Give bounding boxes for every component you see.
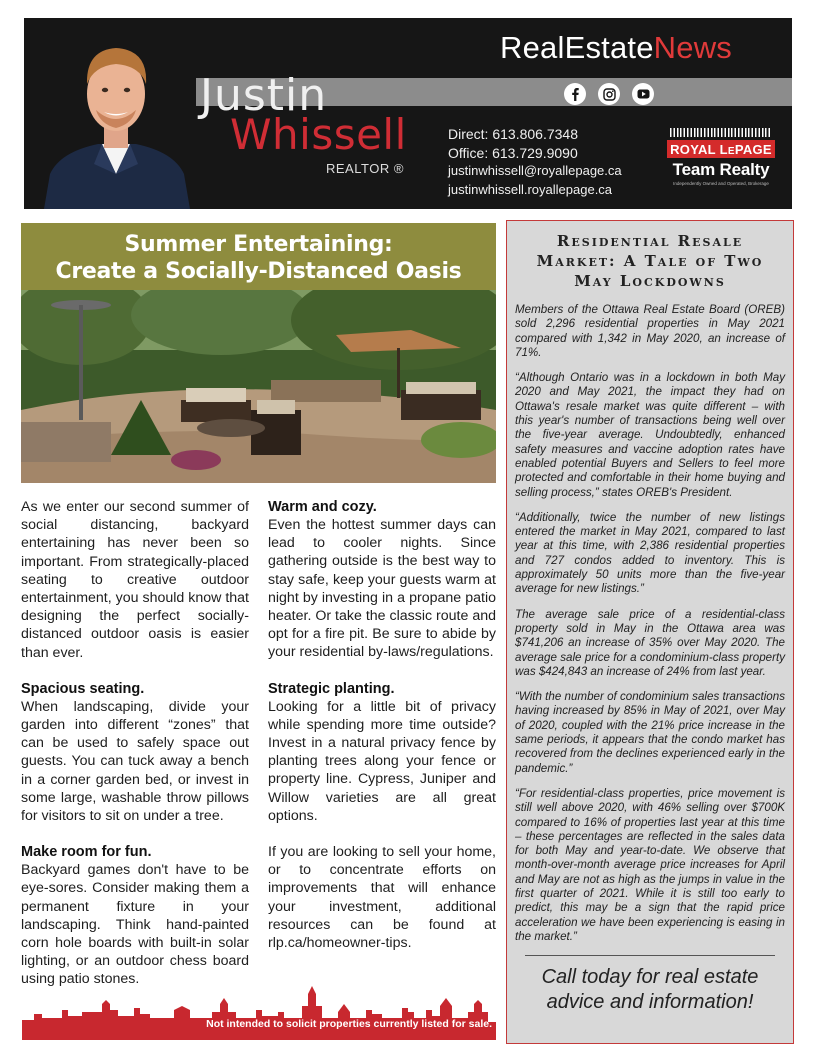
section-text: Even the hottest summer days can lead to cooler nights. Since gathering outside is the best way to stay safe, keep your guests warm at night by investing in a propane patio heater. Or take the classic route and opt for a fire pit. Be sure to abide by your residential by-laws/regulations. bbox=[268, 517, 496, 661]
sidebar-divider bbox=[525, 955, 775, 956]
social-links bbox=[564, 83, 654, 105]
direct-phone[interactable]: Direct: 613.806.7348 bbox=[448, 126, 578, 142]
brokerage-logo bbox=[667, 128, 775, 200]
section-heading: Warm and cozy. bbox=[268, 499, 377, 515]
sidebar-body bbox=[507, 303, 793, 944]
facebook-icon[interactable] bbox=[564, 83, 586, 105]
article-column-right bbox=[268, 498, 496, 952]
youtube-icon[interactable] bbox=[632, 83, 654, 105]
instagram-icon[interactable] bbox=[598, 83, 620, 105]
sidebar-title: Residential Resale Market: A Tale of Two May Lockdowns bbox=[536, 232, 764, 290]
sidebar-paragraph: “Although Ontario was in a lockdown in both May 2020 and May 2021, the impact they had on Ottawa's resale market was quite different – with this year's number of transactions being well over the five-year average. Undoubtedly, enhanced safety measures and vaccine adoption rates have enabled potential Buyers and Sellers to feel more protected and comfortable in their home buying and selling process,” states OREB's President. bbox=[515, 371, 785, 499]
sidebar-paragraph: “For residential-class properties, price movement is still well above 2020, with 46% selling over $700K compared to 16% of properties last year at this time – these percentages are reflected in the sales data for both May and year-to-date. We observe that month-over-month average price increases for April and May are not as high as the jumps in value in the first quarter of 2021. While it is still too early to predict, this may be a sign that the rapid price acceleration we have been experiencing is easing in the market.” bbox=[515, 786, 785, 943]
newsletter-brand bbox=[500, 30, 732, 66]
section-text: Backyard games don't have to be eye-sores. Consider making them a permanent fixture in your landscaping. Think hand-painted corn hole boards with built-in solar lighting, or an outdoor chess board using patio stones. bbox=[21, 862, 249, 988]
patio-photo bbox=[21, 290, 496, 483]
section-heading: Spacious seating. bbox=[21, 680, 145, 697]
brand-accent: News bbox=[653, 30, 732, 65]
email-address[interactable]: justinwhissell@royallepage.ca bbox=[448, 163, 622, 178]
brand-main: RealEstate bbox=[500, 30, 654, 65]
call-to-action: Call today for real estate advice and information! bbox=[541, 966, 759, 1013]
agent-first-name: Justin bbox=[200, 70, 328, 121]
article-column-left bbox=[21, 498, 249, 989]
feature-title bbox=[21, 223, 496, 290]
sidebar-paragraph: The average sale price of a residential-class property sold in May in the Ottawa area was $741,206 an increase of 35% over May 2020. The average sale price for a condominium-class property was $424,843 an increase of 24% from last year. bbox=[515, 607, 785, 678]
footer-disclaimer: Not intended to solicit properties currently listed for sale. bbox=[206, 1018, 492, 1030]
logo-tagline: Independently Owned and Operated, Brokerage bbox=[673, 181, 769, 186]
website-link[interactable]: justinwhissell.royallepage.ca bbox=[448, 181, 613, 197]
feature-title-line1: Summer Entertaining: bbox=[124, 232, 393, 257]
agent-portrait bbox=[36, 24, 196, 209]
agent-last-name: Whissell bbox=[230, 110, 407, 159]
logo-bars bbox=[670, 128, 772, 137]
market-report-sidebar bbox=[506, 220, 794, 1044]
section-heading: Make room for fun. bbox=[21, 844, 152, 861]
section-text: When landscaping, divide your garden into different “zones” that can be used to safely space out guests. You can tuck away a bench in a corner garden bed, or invest in some large, washable throw pillows for visitors to sit on under a tree. bbox=[21, 698, 249, 825]
article-intro: As we enter our second summer of social distancing, backyard entertaining has never been so important. From strategically-placed seating to creative outdoor entertainment, you should know that designing the perfect socially-distanced outdoor oasis is easier than ever. bbox=[21, 499, 249, 661]
contact-info bbox=[448, 125, 622, 199]
footer-skyline bbox=[22, 982, 496, 1040]
office-phone[interactable]: Office: 613.729.9090 bbox=[448, 144, 578, 161]
ottawa-skyline-graphic bbox=[22, 982, 496, 1040]
logo-team-realty: Team Realty bbox=[672, 160, 770, 179]
agent-designation: REALTOR ® bbox=[326, 161, 404, 176]
sidebar-paragraph: “With the number of condominium sales transactions having increased by 85% in May of 2021, over May of 2020, coupled with the 21% price increase in the same periods, it appears that the condo market has recovered from the declines experienced early in the pandemic.” bbox=[515, 690, 785, 775]
sidebar-paragraph: Members of the Ottawa Real Estate Board (OREB) sold 2,296 residential properties in May 2021 compared with 1,342 in May 2020, an increase of 71%. bbox=[515, 303, 785, 359]
section-heading: Strategic planting. bbox=[268, 680, 395, 697]
article-closing: If you are looking to sell your home, or to concentrate efforts on improvements that will enhance your investment, additional resources can be found at rlp.ca/homeowner-tips. bbox=[268, 844, 496, 952]
sidebar-paragraph: “Additionally, twice the number of new listings entered the market in May 2021, compared to last year at this time, with 2,386 residential properties and 727 condos added to inventory. This is approximately 50 units more than the five-year average for new listings.” bbox=[515, 510, 785, 596]
feature-title-line2: Create a Socially-Distanced Oasis bbox=[55, 259, 462, 284]
section-text: Looking for a little bit of privacy while spending more time outside? Invest in a natural privacy fence by planting trees along your fence or property line. Cypress, Juniper and Willow varieties are all great options. bbox=[268, 698, 496, 824]
logo-royal-lepage: ROYAL LEPAGE bbox=[667, 140, 775, 158]
newsletter-header bbox=[24, 18, 792, 209]
